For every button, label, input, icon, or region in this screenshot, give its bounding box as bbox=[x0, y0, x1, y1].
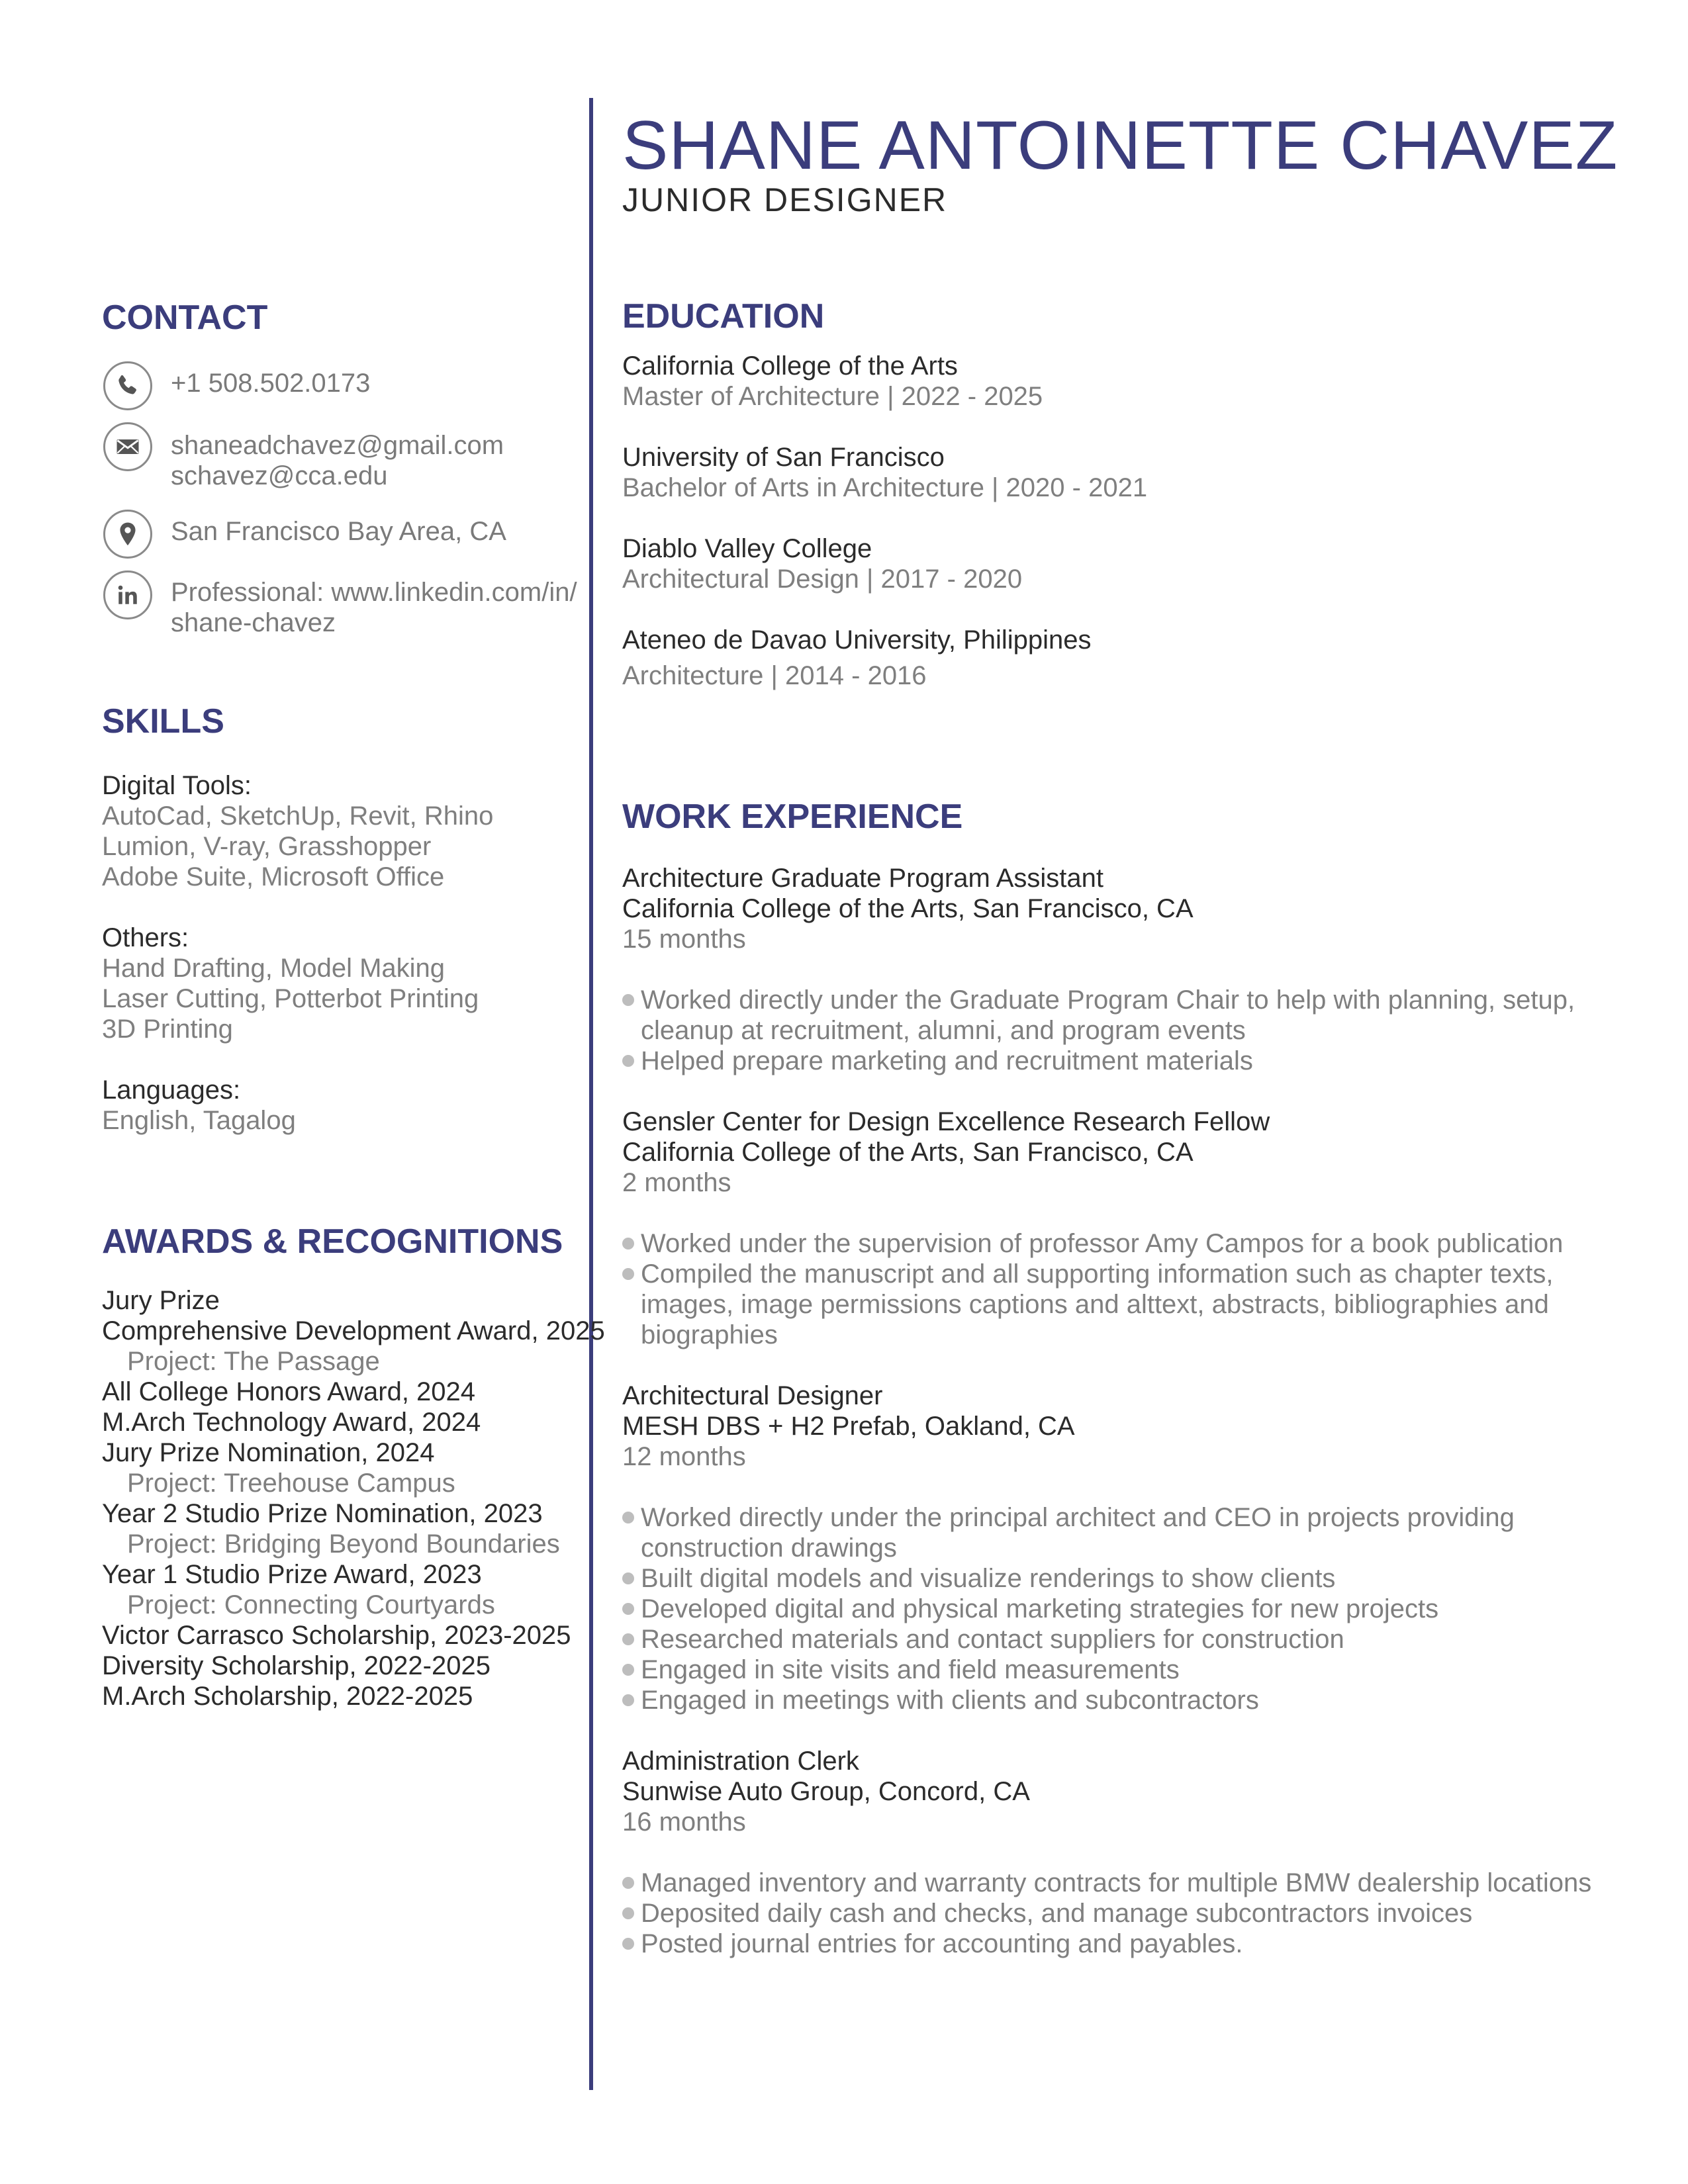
work-duration: 2 months bbox=[622, 1168, 731, 1197]
work-role: Architecture Graduate Program Assistant bbox=[622, 864, 1103, 893]
award-project: Project: Treehouse Campus bbox=[127, 1469, 455, 1498]
award-item: M.Arch Scholarship, 2022-2025 bbox=[102, 1682, 473, 1711]
contact-linkedin-line-1: Professional: www.linkedin.com/in/ bbox=[171, 578, 577, 607]
work-bullets bbox=[622, 1502, 1602, 1715]
work-bullet: Built digital models and visualize renderings to show clients bbox=[622, 1563, 1602, 1594]
envelope-icon bbox=[103, 422, 152, 471]
work-bullet: Helped prepare marketing and recruitment materials bbox=[622, 1046, 1602, 1076]
work-bullet: Deposited daily cash and checks, and manage subcontractors invoices bbox=[622, 1898, 1602, 1929]
phone-icon bbox=[103, 361, 152, 410]
education-entry bbox=[622, 442, 1147, 503]
candidate-name: SHANE ANTOINETTE CHAVEZ bbox=[622, 107, 1618, 184]
work-organization: MESH DBS + H2 Prefab, Oakland, CA bbox=[622, 1412, 1075, 1441]
skills-digital-line: Adobe Suite, Microsoft Office bbox=[102, 862, 445, 891]
contact-location-row bbox=[103, 510, 506, 559]
skills-languages-line: English, Tagalog bbox=[102, 1106, 296, 1135]
award-project: Project: Bridging Beyond Boundaries bbox=[127, 1529, 560, 1559]
work-entry bbox=[622, 1107, 1602, 1350]
contact-location: San Francisco Bay Area, CA bbox=[171, 517, 506, 546]
work-bullets bbox=[622, 1228, 1602, 1350]
work-organization: California College of the Arts, San Francisco, CA bbox=[622, 1138, 1194, 1167]
award-item: Victor Carrasco Scholarship, 2023-2025 bbox=[102, 1621, 571, 1650]
education-entry bbox=[622, 533, 1147, 594]
education-school: California College of the Arts bbox=[622, 351, 958, 381]
work-bullet: Researched materials and contact suppliers for construction bbox=[622, 1624, 1602, 1655]
work-duration: 12 months bbox=[622, 1442, 746, 1471]
work-role: Architectural Designer bbox=[622, 1381, 883, 1410]
work-bullet: Developed digital and physical marketing strategies for new projects bbox=[622, 1594, 1602, 1624]
education-detail: Architecture | 2014 - 2016 bbox=[622, 661, 927, 690]
award-item: M.Arch Technology Award, 2024 bbox=[102, 1408, 481, 1437]
work-bullet: Worked directly under the principal architect and CEO in projects providing construction drawings bbox=[622, 1502, 1602, 1563]
work-bullet: Worked directly under the Graduate Program Chair to help with planning, setup, cleanup at recruitment, alumni, and program events bbox=[622, 985, 1602, 1046]
award-item: Comprehensive Development Award, 2025 bbox=[102, 1316, 605, 1345]
work-role: Gensler Center for Design Excellence Research Fellow bbox=[622, 1107, 1270, 1136]
education-detail: Architectural Design | 2017 - 2020 bbox=[622, 565, 1023, 594]
skills-others-line: Hand Drafting, Model Making bbox=[102, 954, 445, 983]
work-bullet: Worked under the supervision of professor Amy Campos for a book publication bbox=[622, 1228, 1602, 1259]
contact-phone: +1 508.502.0173 bbox=[171, 369, 371, 398]
work-entry bbox=[622, 863, 1602, 1076]
work-bullet: Engaged in meetings with clients and subcontractors bbox=[622, 1685, 1602, 1715]
spacer bbox=[622, 954, 1602, 985]
education-entry bbox=[622, 625, 1147, 691]
awards-list bbox=[102, 1285, 605, 1711]
skills-digital-label: Digital Tools: bbox=[102, 771, 252, 800]
skills-languages-label: Languages: bbox=[102, 1075, 241, 1105]
award-item: Year 2 Studio Prize Nomination, 2023 bbox=[102, 1499, 543, 1528]
work-heading: WORK EXPERIENCE bbox=[622, 797, 963, 836]
spacer bbox=[622, 1472, 1602, 1502]
candidate-role: JUNIOR DESIGNER bbox=[622, 181, 948, 218]
work-role: Administration Clerk bbox=[622, 1747, 859, 1776]
skills-others-line: 3D Printing bbox=[102, 1015, 233, 1044]
work-duration: 15 months bbox=[622, 925, 746, 954]
work-bullet: Posted journal entries for accounting and payables. bbox=[622, 1929, 1602, 1959]
location-pin-icon bbox=[103, 510, 152, 559]
work-list bbox=[622, 863, 1602, 1989]
work-entry bbox=[622, 1746, 1602, 1959]
work-bullets bbox=[622, 1868, 1602, 1959]
award-project: Project: Connecting Courtyards bbox=[127, 1590, 495, 1619]
award-item: Jury Prize Nomination, 2024 bbox=[102, 1438, 435, 1467]
work-duration: 16 months bbox=[622, 1807, 746, 1837]
work-organization: California College of the Arts, San Francisco, CA bbox=[622, 894, 1194, 923]
education-entry bbox=[622, 351, 1147, 412]
contact-email-secondary: schavez@cca.edu bbox=[171, 461, 388, 490]
contact-linkedin-line-2: shane-chavez bbox=[171, 608, 336, 637]
education-school: University of San Francisco bbox=[622, 443, 945, 472]
work-bullets bbox=[622, 985, 1602, 1076]
skills-others-line: Laser Cutting, Potterbot Printing bbox=[102, 984, 479, 1013]
education-detail: Master of Architecture | 2022 - 2025 bbox=[622, 382, 1043, 411]
awards-heading: AWARDS & RECOGNITIONS bbox=[102, 1222, 563, 1261]
education-list bbox=[622, 351, 1147, 691]
skills-others-label: Others: bbox=[102, 923, 189, 952]
award-item: All College Honors Award, 2024 bbox=[102, 1377, 476, 1406]
work-entry bbox=[622, 1381, 1602, 1715]
education-school: Diablo Valley College bbox=[622, 534, 872, 563]
award-project: Project: The Passage bbox=[127, 1347, 380, 1376]
column-divider bbox=[589, 98, 593, 2090]
work-bullet: Compiled the manuscript and all supporting information such as chapter texts, images, image permissions captions and alttext, abstracts, bibliographies and biographies bbox=[622, 1259, 1602, 1350]
education-detail: Bachelor of Arts in Architecture | 2020 - 2021 bbox=[622, 473, 1148, 502]
spacer bbox=[622, 1198, 1602, 1228]
work-bullet: Managed inventory and warranty contracts for multiple BMW dealership locations bbox=[622, 1868, 1602, 1898]
work-organization: Sunwise Auto Group, Concord, CA bbox=[622, 1777, 1030, 1806]
award-item: Jury Prize bbox=[102, 1286, 220, 1315]
education-school: Ateneo de Davao University, Philippines bbox=[622, 625, 1092, 655]
award-item: Diversity Scholarship, 2022-2025 bbox=[102, 1651, 491, 1680]
skills-list bbox=[102, 770, 493, 1136]
skills-heading: SKILLS bbox=[102, 702, 224, 741]
contact-email-row bbox=[103, 422, 504, 491]
education-heading: EDUCATION bbox=[622, 297, 825, 336]
contact-heading: CONTACT bbox=[102, 298, 268, 337]
linkedin-icon bbox=[103, 570, 152, 619]
contact-phone-row bbox=[103, 361, 370, 410]
contact-email-primary: shaneadchavez@gmail.com bbox=[171, 431, 504, 460]
contact-linkedin-row bbox=[103, 570, 577, 638]
award-item: Year 1 Studio Prize Award, 2023 bbox=[102, 1560, 482, 1589]
spacer bbox=[622, 1837, 1602, 1868]
work-bullet: Engaged in site visits and field measurements bbox=[622, 1655, 1602, 1685]
skills-digital-line: AutoCad, SketchUp, Revit, Rhino bbox=[102, 801, 494, 831]
skills-digital-line: Lumion, V-ray, Grasshopper bbox=[102, 832, 432, 861]
